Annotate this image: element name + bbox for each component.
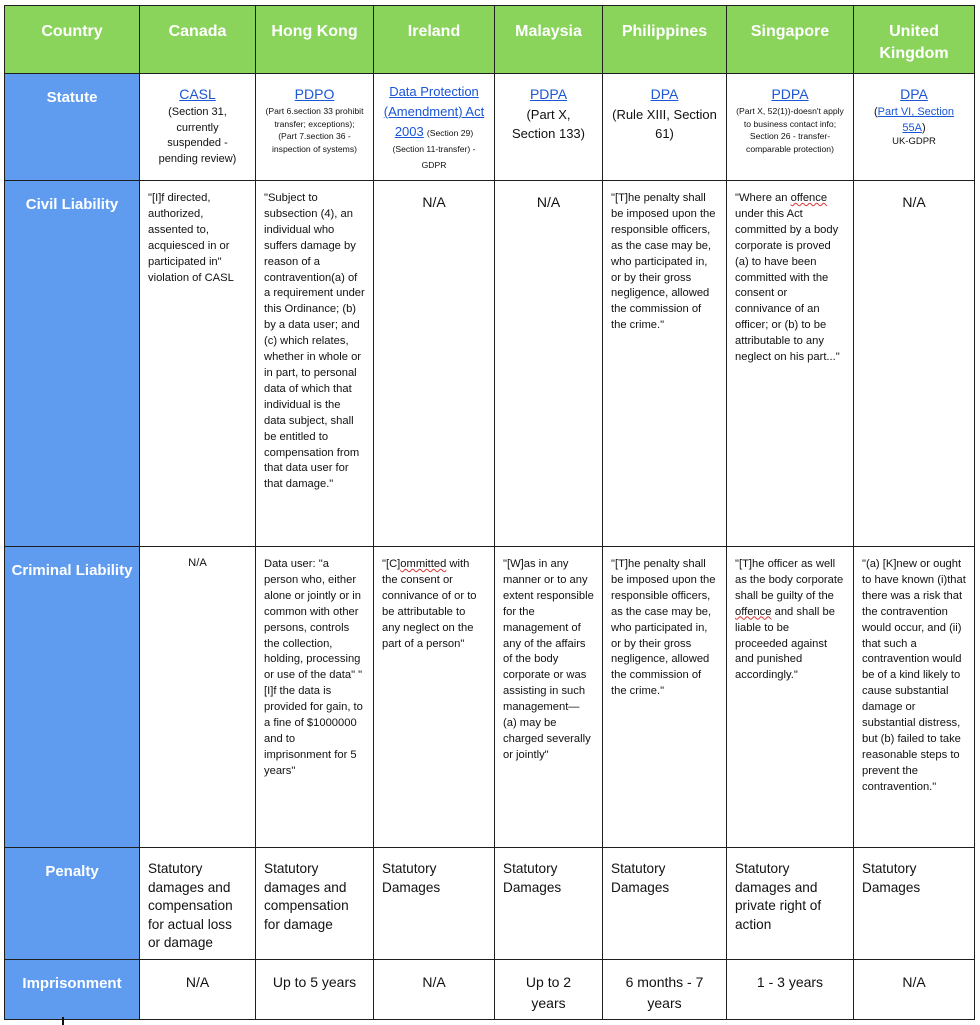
penalty-philippines: Statutory Damages — [603, 848, 727, 960]
statute-ireland — [374, 74, 495, 181]
civil-ireland: N/A — [374, 181, 495, 547]
pdpo-link[interactable]: PDPO — [294, 86, 335, 102]
row-header-imprisonment: Imprisonment — [5, 959, 140, 1019]
statute-malaysia — [495, 74, 603, 181]
statute-ireland-note-1: (Section 29) — [426, 127, 474, 138]
imprisonment-uk: N/A — [854, 959, 975, 1019]
statute-row — [5, 74, 975, 181]
criminal-singapore — [727, 547, 854, 848]
penalty-malaysia: Statutory Damages — [495, 848, 603, 960]
criminal-singapore-text-1: "[T]he officer as well as the body corporate shall be guilty of the — [735, 558, 844, 602]
penalty-ireland: Statutory Damages — [374, 848, 495, 960]
criminal-philippines: "[T]he penalty shall be imposed upon the responsible officers, as the case may be, who participated in, or by their gross negligence, allowed the commission of the crime." — [603, 547, 727, 848]
statute-uk — [854, 74, 975, 181]
statute-uk-note: UK-GDPR — [892, 136, 936, 147]
criminal-ireland-text-1: "[C] — [382, 558, 401, 570]
penalty-uk: Statutory Damages — [854, 848, 975, 960]
criminal-ireland — [374, 547, 495, 848]
criminal-canada: N/A — [140, 547, 256, 848]
criminal-ireland-text-2: with the consent or connivance of or to be attributable to any neglect on the part of a person" — [382, 558, 477, 650]
imprisonment-hongkong: Up to 5 years — [256, 959, 374, 1019]
statute-hongkong — [256, 74, 374, 181]
criminal-malaysia: "[W]as in any manner or to any extent responsible for the management of any of the affairs of the body corporate or was assisting in such management— (a) may be charged severally or jointly" — [495, 547, 603, 848]
civil-liability-row — [5, 181, 975, 547]
row-header-criminal-liability: Criminal Liability — [5, 547, 140, 848]
civil-uk: N/A — [854, 181, 975, 547]
penalty-singapore: Statutory damages and private right of action — [727, 848, 854, 960]
data-protection-act-link[interactable]: Data Protection (Amendment) Act 2003 — [383, 84, 485, 139]
philippines-dpa-link[interactable]: DPA — [650, 86, 679, 102]
statute-hongkong-note: (Part 6.section 33 prohibit transfer; exceptions); (Part 7.section 36 - inspection of systems) — [265, 106, 364, 154]
malaysia-pdpa-link[interactable]: PDPA — [529, 86, 568, 102]
header-malaysia: Malaysia — [495, 6, 603, 74]
statute-uk-part — [862, 105, 966, 136]
civil-singapore — [727, 181, 854, 547]
header-row — [5, 6, 975, 74]
statute-philippines — [603, 74, 727, 181]
liability-comparison-table — [4, 5, 975, 1020]
civil-singapore-text-2: under this Act committed by a body corporate is proved (a) to have been committed with the consent or connivance of an officer; or (b) to be attributable to any neglect on his part..." — [735, 207, 840, 364]
civil-philippines: "[T]he penalty shall be imposed upon the responsible officers, as the case may be, who participated in, or by their gross negligence, allowed the commission of the crime." — [603, 181, 727, 547]
header-hongkong: Hong Kong — [256, 6, 374, 74]
statute-canada — [140, 74, 256, 181]
statute-ireland-note-2: (Section 11-transfer) - GDPR — [392, 143, 476, 170]
row-header-statute: Statute — [5, 74, 140, 181]
header-canada: Canada — [140, 6, 256, 74]
penalty-row — [5, 848, 975, 960]
imprisonment-malaysia: Up to 2 years — [495, 959, 603, 1019]
uk-paren-open: ( — [873, 106, 878, 118]
imprisonment-singapore: 1 - 3 years — [727, 959, 854, 1019]
statute-singapore-note: (Part X, 52(1))-doesn't apply to business contact info; Section 26 - transfer- comparable protection) — [736, 106, 844, 154]
imprisonment-philippines: 6 months - 7 years — [603, 959, 727, 1019]
header-uk: United Kingdom — [854, 6, 975, 74]
header-philippines: Philippines — [603, 6, 727, 74]
imprisonment-canada: N/A — [140, 959, 256, 1019]
header-singapore: Singapore — [727, 6, 854, 74]
header-ireland: Ireland — [374, 6, 495, 74]
statute-philippines-note: (Rule XIII, Section 61) — [612, 107, 717, 141]
uk-part-vi-link[interactable]: Part VI, Section 55A — [877, 106, 955, 134]
penalty-canada: Statutory damages and compensation for actual loss or damage — [140, 848, 256, 960]
civil-singapore-offence: offence — [790, 192, 828, 204]
civil-malaysia: N/A — [495, 181, 603, 547]
statute-malaysia-note: (Part X, Section 133) — [512, 107, 585, 141]
criminal-hongkong: Data user: "a person who, either alone or jointly or in common with other persons, controls the collection, holding, processing or use of the data" "[I]f the data is provided for gain, to a fine of $1000000 and to imprisonment for 5 years" — [256, 547, 374, 848]
header-country: Country — [5, 6, 140, 74]
criminal-uk: "(a) [K]new or ought to have known (i)that there was a risk that the contravention would occur, and (ii) that such a contravention would be of a kind likely to cause substantial damage or substantial distress, but (b) failed to take reasonable steps to prevent the contravention." — [854, 547, 975, 848]
statute-canada-note: (Section 31, currently suspended - pending review) — [158, 106, 237, 165]
uk-dpa-link[interactable]: DPA — [900, 86, 928, 102]
row-header-penalty: Penalty — [5, 848, 140, 960]
casl-link[interactable]: CASL — [179, 86, 216, 102]
criminal-liability-row — [5, 547, 975, 848]
civil-hongkong: "Subject to subsection (4), an individual who suffers damage by reason of a contravention(a) of a requirement under this Ordinance; (b) by a data user; and (c) which relates, whether in whole or in part, to personal data of which that individual is the data subject, shall be entitled to compensation from that data user for that damage." — [256, 181, 374, 547]
row-header-civil-liability: Civil Liability — [5, 181, 140, 547]
criminal-ireland-ommitted: ommitted — [400, 558, 447, 570]
imprisonment-ireland: N/A — [374, 959, 495, 1019]
imprisonment-row — [5, 959, 975, 1019]
civil-canada: "[I]f directed, authorized, assented to, acquiesced in or participated in" violation of CASL — [140, 181, 256, 547]
criminal-singapore-text-2: and shall be liable to be proceeded against and punished accordingly." — [735, 605, 835, 682]
statute-singapore — [727, 74, 854, 181]
singapore-pdpa-link[interactable]: PDPA — [771, 86, 809, 102]
penalty-hongkong: Statutory damages and compensation for damage — [256, 848, 374, 960]
criminal-singapore-offence: offence — [735, 605, 772, 618]
uk-paren-close: ) — [921, 121, 926, 134]
civil-singapore-text-1: "Where an — [735, 192, 791, 204]
